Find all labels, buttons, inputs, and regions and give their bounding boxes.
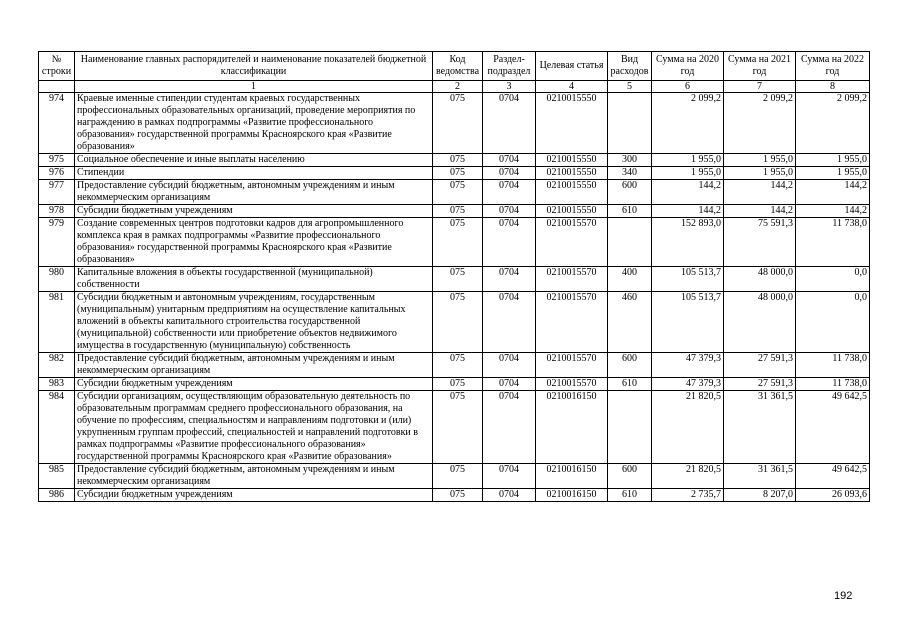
row-name: Предоставление субсидий бюджетным, автономным учреждениям и иным некоммерческим организациям	[75, 353, 433, 378]
row-dept-code: 075	[433, 353, 483, 378]
column-number: 4	[536, 81, 608, 93]
row-sum-2022: 1 955,0	[796, 167, 870, 180]
row-sum-2020: 152 893,0	[652, 218, 724, 267]
row-dept-code: 075	[433, 93, 483, 154]
row-target-item: 0210016150	[536, 489, 608, 502]
row-expense-type: 600	[608, 180, 652, 205]
row-expense-type: 610	[608, 489, 652, 502]
row-sum-2022: 0,0	[796, 292, 870, 353]
row-expense-type: 460	[608, 292, 652, 353]
row-sum-2020: 105 513,7	[652, 267, 724, 292]
row-sum-2020: 21 820,5	[652, 391, 724, 464]
row-expense-type: 340	[608, 167, 652, 180]
table-row	[39, 292, 870, 353]
row-expense-type: 300	[608, 154, 652, 167]
table-row	[39, 464, 870, 489]
header-expense-type: Вид расходов	[608, 52, 652, 81]
header-row	[39, 52, 870, 81]
row-sum-2022: 26 093,6	[796, 489, 870, 502]
row-sum-2022: 11 738,0	[796, 353, 870, 378]
row-name: Субсидии бюджетным учреждениям	[75, 378, 433, 391]
row-number: 981	[39, 292, 75, 353]
row-expense-type	[608, 93, 652, 154]
row-target-item: 0210015570	[536, 292, 608, 353]
row-target-item: 0210015570	[536, 353, 608, 378]
row-name: Стипендии	[75, 167, 433, 180]
row-expense-type: 400	[608, 267, 652, 292]
row-expense-type	[608, 391, 652, 464]
row-dept-code: 075	[433, 180, 483, 205]
table-row	[39, 267, 870, 292]
header-target-item: Целевая статья	[536, 52, 608, 81]
table-row	[39, 218, 870, 267]
row-sum-2021: 144,2	[724, 180, 796, 205]
row-target-item: 0210015550	[536, 154, 608, 167]
row-sum-2021: 8 207,0	[724, 489, 796, 502]
header-name: Наименование главных распорядителей и наименование показателей бюджетной классификации	[75, 52, 433, 81]
row-target-item: 0210015570	[536, 378, 608, 391]
table-row	[39, 353, 870, 378]
header-section: Раздел-подраздел	[483, 52, 536, 81]
budget-table	[38, 51, 870, 502]
row-sum-2021: 75 591,3	[724, 218, 796, 267]
row-sum-2020: 1 955,0	[652, 167, 724, 180]
row-dept-code: 075	[433, 391, 483, 464]
table-row	[39, 180, 870, 205]
row-sum-2021: 48 000,0	[724, 292, 796, 353]
row-sum-2020: 144,2	[652, 205, 724, 218]
column-number: 1	[75, 81, 433, 93]
row-sum-2022: 144,2	[796, 180, 870, 205]
column-number: 3	[483, 81, 536, 93]
row-sum-2022: 11 738,0	[796, 218, 870, 267]
row-section: 0704	[483, 267, 536, 292]
row-name: Субсидии бюджетным и автономным учреждениям, государственным (муниципальным) унитарным предприятиям на осуществление капитальных вложений в объекты капитального строительства государственной (муниципальной) собственности или приобретение объектов недвижимого имущества в государственную (муниципальную) собственность	[75, 292, 433, 353]
row-sum-2020: 1 955,0	[652, 154, 724, 167]
row-sum-2022: 11 738,0	[796, 378, 870, 391]
row-sum-2020: 105 513,7	[652, 292, 724, 353]
row-dept-code: 075	[433, 167, 483, 180]
row-number: 974	[39, 93, 75, 154]
row-target-item: 0210016150	[536, 464, 608, 489]
row-target-item: 0210015550	[536, 205, 608, 218]
row-section: 0704	[483, 292, 536, 353]
table-row	[39, 167, 870, 180]
header-sum-2020: Сумма на 2020 год	[652, 52, 724, 81]
column-number	[39, 81, 75, 93]
row-dept-code: 075	[433, 218, 483, 267]
row-section: 0704	[483, 205, 536, 218]
row-number: 978	[39, 205, 75, 218]
row-section: 0704	[483, 180, 536, 205]
header-sum-2021: Сумма на 2021 год	[724, 52, 796, 81]
table-row	[39, 93, 870, 154]
table-row	[39, 378, 870, 391]
row-sum-2021: 1 955,0	[724, 154, 796, 167]
row-section: 0704	[483, 218, 536, 267]
table-row	[39, 205, 870, 218]
row-number: 982	[39, 353, 75, 378]
row-dept-code: 075	[433, 154, 483, 167]
row-sum-2022: 1 955,0	[796, 154, 870, 167]
row-expense-type: 610	[608, 378, 652, 391]
row-number: 976	[39, 167, 75, 180]
row-section: 0704	[483, 353, 536, 378]
row-number: 984	[39, 391, 75, 464]
column-number: 2	[433, 81, 483, 93]
page-number: 192	[834, 590, 853, 602]
row-sum-2022: 144,2	[796, 205, 870, 218]
header-dept-code: Код ведомства	[433, 52, 483, 81]
row-section: 0704	[483, 93, 536, 154]
row-dept-code: 075	[433, 267, 483, 292]
row-sum-2021: 31 361,5	[724, 391, 796, 464]
column-number: 6	[652, 81, 724, 93]
row-dept-code: 075	[433, 205, 483, 218]
row-number: 985	[39, 464, 75, 489]
row-sum-2020: 2 099,2	[652, 93, 724, 154]
column-number-row	[39, 81, 870, 93]
row-dept-code: 075	[433, 292, 483, 353]
row-sum-2021: 48 000,0	[724, 267, 796, 292]
row-name: Создание современных центров подготовки кадров для агропромышленного комплекса края в рамках подпрограммы «Развитие профессионального образования» государственной программы Красноярского края «Развитие образования»	[75, 218, 433, 267]
row-target-item: 0210015570	[536, 267, 608, 292]
row-section: 0704	[483, 378, 536, 391]
row-target-item: 0210015550	[536, 167, 608, 180]
row-sum-2022: 2 099,2	[796, 93, 870, 154]
row-dept-code: 075	[433, 464, 483, 489]
row-section: 0704	[483, 391, 536, 464]
column-number: 7	[724, 81, 796, 93]
row-name: Субсидии бюджетным учреждениям	[75, 489, 433, 502]
row-target-item: 0210016150	[536, 391, 608, 464]
row-number: 986	[39, 489, 75, 502]
row-number: 975	[39, 154, 75, 167]
row-name: Субсидии бюджетным учреждениям	[75, 205, 433, 218]
row-name: Капитальные вложения в объекты государственной (муниципальной) собственности	[75, 267, 433, 292]
row-expense-type: 610	[608, 205, 652, 218]
row-section: 0704	[483, 154, 536, 167]
row-name: Краевые именные стипендии студентам краевых государственных профессиональных образовательных организаций, проведение мероприятия по награждению в рамках подпрограммы «Развитие профессионального образования» государственной программы Красноярского края «Развитие образования»	[75, 93, 433, 154]
row-number: 983	[39, 378, 75, 391]
row-number: 979	[39, 218, 75, 267]
row-sum-2021: 31 361,5	[724, 464, 796, 489]
row-number: 977	[39, 180, 75, 205]
row-sum-2021: 1 955,0	[724, 167, 796, 180]
row-dept-code: 075	[433, 378, 483, 391]
column-number: 8	[796, 81, 870, 93]
row-expense-type	[608, 218, 652, 267]
row-sum-2020: 47 379,3	[652, 378, 724, 391]
row-sum-2021: 144,2	[724, 205, 796, 218]
header-sum-2022: Сумма на 2022 год	[796, 52, 870, 81]
row-expense-type: 600	[608, 353, 652, 378]
row-target-item: 0210015550	[536, 93, 608, 154]
row-name: Субсидии организациям, осуществляющим образовательную деятельность по образовательным программам среднего профессионального образования, на обучение по профессиям, специальностям и направлениям подготовки и (или) укрупненным группам профессий, специальностей и направлений подготовки в рамках подпрограммы «Развитие профессионального образования» государственной программы Красноярского края «Развитие образования»	[75, 391, 433, 464]
row-name: Предоставление субсидий бюджетным, автономным учреждениям и иным некоммерческим организациям	[75, 180, 433, 205]
row-sum-2021: 27 591,3	[724, 353, 796, 378]
row-section: 0704	[483, 167, 536, 180]
row-sum-2022: 49 642,5	[796, 391, 870, 464]
row-section: 0704	[483, 489, 536, 502]
row-dept-code: 075	[433, 489, 483, 502]
row-target-item: 0210015550	[536, 180, 608, 205]
row-name: Социальное обеспечение и иные выплаты населению	[75, 154, 433, 167]
row-sum-2022: 0,0	[796, 267, 870, 292]
column-number: 5	[608, 81, 652, 93]
row-sum-2020: 2 735,7	[652, 489, 724, 502]
row-sum-2020: 144,2	[652, 180, 724, 205]
row-sum-2021: 27 591,3	[724, 378, 796, 391]
row-target-item: 0210015570	[536, 218, 608, 267]
header-row-number: № строки	[39, 52, 75, 81]
row-section: 0704	[483, 464, 536, 489]
row-name: Предоставление субсидий бюджетным, автономным учреждениям и иным некоммерческим организациям	[75, 464, 433, 489]
row-sum-2022: 49 642,5	[796, 464, 870, 489]
table-row	[39, 391, 870, 464]
row-sum-2020: 47 379,3	[652, 353, 724, 378]
table-row	[39, 489, 870, 502]
row-expense-type: 600	[608, 464, 652, 489]
row-sum-2021: 2 099,2	[724, 93, 796, 154]
row-sum-2020: 21 820,5	[652, 464, 724, 489]
table-row	[39, 154, 870, 167]
row-number: 980	[39, 267, 75, 292]
